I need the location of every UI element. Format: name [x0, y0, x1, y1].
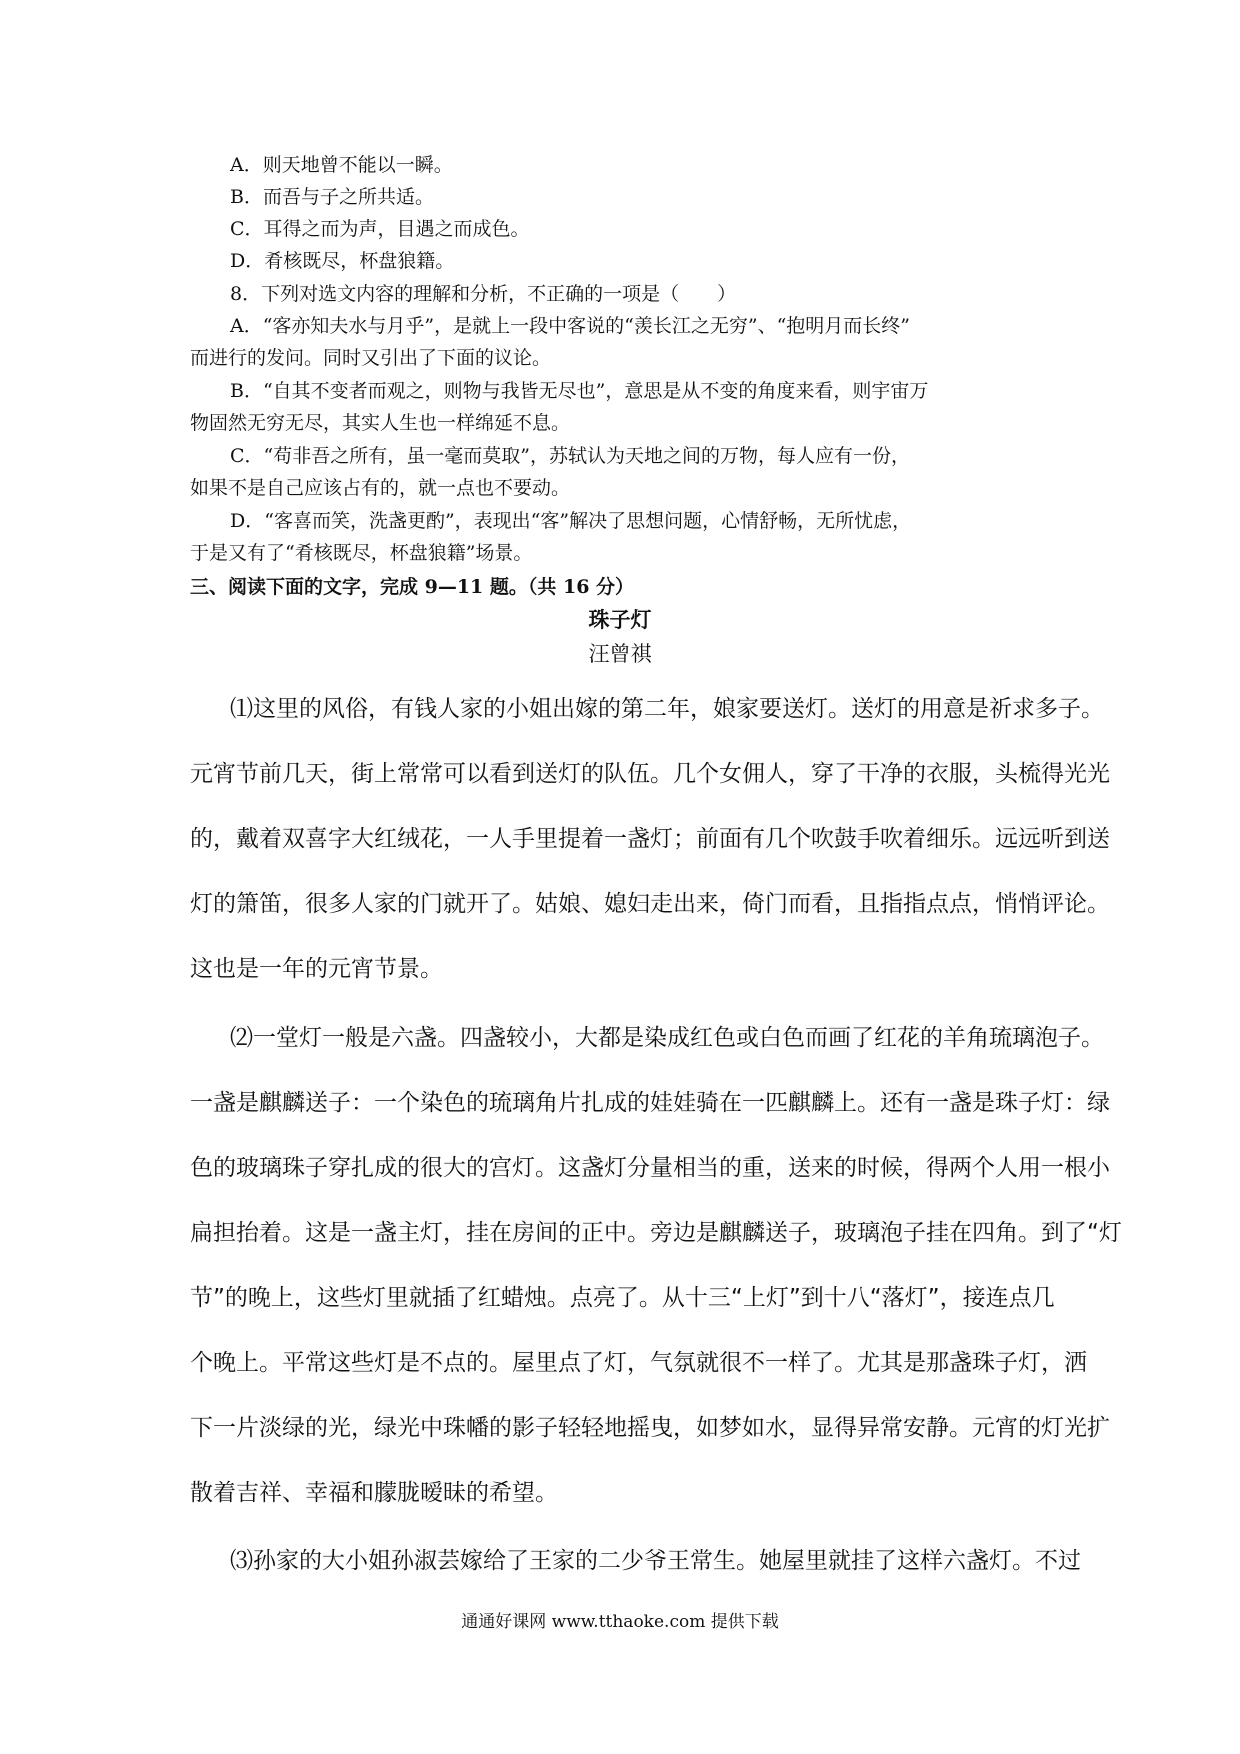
- story-line: ⑶孙家的大小姐孙淑芸嫁给了王家的二少爷王常生。她屋里就挂了这样六盏灯。不过: [230, 1548, 1081, 1574]
- q7-option-c: C．耳得之而为声，目遇之而成色。: [230, 218, 530, 240]
- story-line: 灯的箫笛，很多人家的门就开了。姑娘、媳妇走出来，倚门而看，且指指点点，悄悄评论。: [190, 891, 1110, 917]
- story-line: 个晚上。平常这些灯是不点的。屋里点了灯，气氛就很不一样了。尤其是那盏珠子灯，洒: [190, 1350, 1087, 1376]
- story-line: ⑴这里的风俗，有钱人家的小姐出嫁的第二年，娘家要送灯。送灯的用意是祈求多子。: [230, 696, 1104, 722]
- q8-option-d-line2: 于是又有了“肴核既尽，杯盘狼籍”场景。: [190, 542, 533, 564]
- q8-stem: 8．下列对选文内容的理解和分析，不正确的一项是（ ）: [230, 283, 737, 305]
- q7-option-a: A．则天地曾不能以一瞬。: [230, 154, 453, 176]
- story-line: 元宵节前几天，街上常常可以看到送灯的队伍。几个女佣人，穿了干净的衣服，头梳得光光: [190, 761, 1110, 787]
- story-line: 下一片淡绿的光，绿光中珠幡的影子轻轻地摇曳，如梦如水，显得异常安静。元宵的灯光扩: [190, 1415, 1110, 1441]
- q8-option-b-line1: B．“自其不变者而观之，则物与我皆无尽也”，意思是从不变的角度来看，则宇宙万: [230, 380, 929, 402]
- story-line: 色的玻璃珠子穿扎成的很大的宫灯。这盏灯分量相当的重，送来的时候，得两个人用一根小: [190, 1155, 1110, 1181]
- story-line: 节”的晚上，这些灯里就插了红蜡烛。点亮了。从十三“上灯”到十八“落灯”，接连点几: [190, 1285, 1055, 1311]
- q8-option-d-line1: D．“客喜而笑，洗盏更酌”，表现出“客”解决了思想问题，心情舒畅，无所忧虑，: [230, 510, 912, 532]
- section-heading: 三、阅读下面的文字，完成 9—11 题。（共 16 分）: [190, 576, 635, 598]
- q7-option-b: B．而吾与子之所共适。: [230, 186, 434, 208]
- story-line: 扁担抬着。这是一盏主灯，挂在房间的正中。旁边是麒麟送子，玻璃泡子挂在四角。到了“灯: [190, 1220, 1122, 1246]
- page-footer: 通通好课网 www.tthaoke.com 提供下载: [461, 1612, 779, 1632]
- story-line: 散着吉祥、幸福和朦胧暧昧的希望。: [190, 1480, 558, 1506]
- q8-option-a-line2: 而进行的发问。同时又引出了下面的议论。: [190, 347, 552, 369]
- story-line: 一盏是麒麟送子：一个染色的琉璃角片扎成的娃娃骑在一匹麒麟上。还有一盏是珠子灯：绿: [190, 1090, 1110, 1116]
- story-line: ⑵一堂灯一般是六盏。四盏较小，大都是染成红色或白色而画了红花的羊角琉璃泡子。: [230, 1025, 1104, 1051]
- q8-option-c-line2: 如果不是自己应该占有的，就一点也不要动。: [190, 477, 571, 499]
- story-title: 珠子灯: [588, 607, 652, 632]
- q8-option-a-line1: A．“客亦知夫水与月乎”，是就上一段中客说的“羡长江之无穷”、“抱明月而长终”: [230, 315, 911, 337]
- story-author: 汪曾祺: [588, 642, 652, 666]
- q7-option-d: D．肴核既尽，杯盘狼籍。: [230, 250, 455, 272]
- story-line: 的，戴着双喜字大红绒花，一人手里提着一盏灯；前面有几个吹鼓手吹着细乐。远远听到送: [190, 826, 1110, 852]
- q8-option-c-line1: C．“苟非吾之所有，虽一毫而莫取”，苏轼认为天地之间的万物，每人应有一份，: [230, 445, 910, 467]
- q8-option-b-line2: 物固然无穷无尽，其实人生也一样绵延不息。: [190, 412, 571, 434]
- story-line: 这也是一年的元宵节景。: [190, 956, 443, 982]
